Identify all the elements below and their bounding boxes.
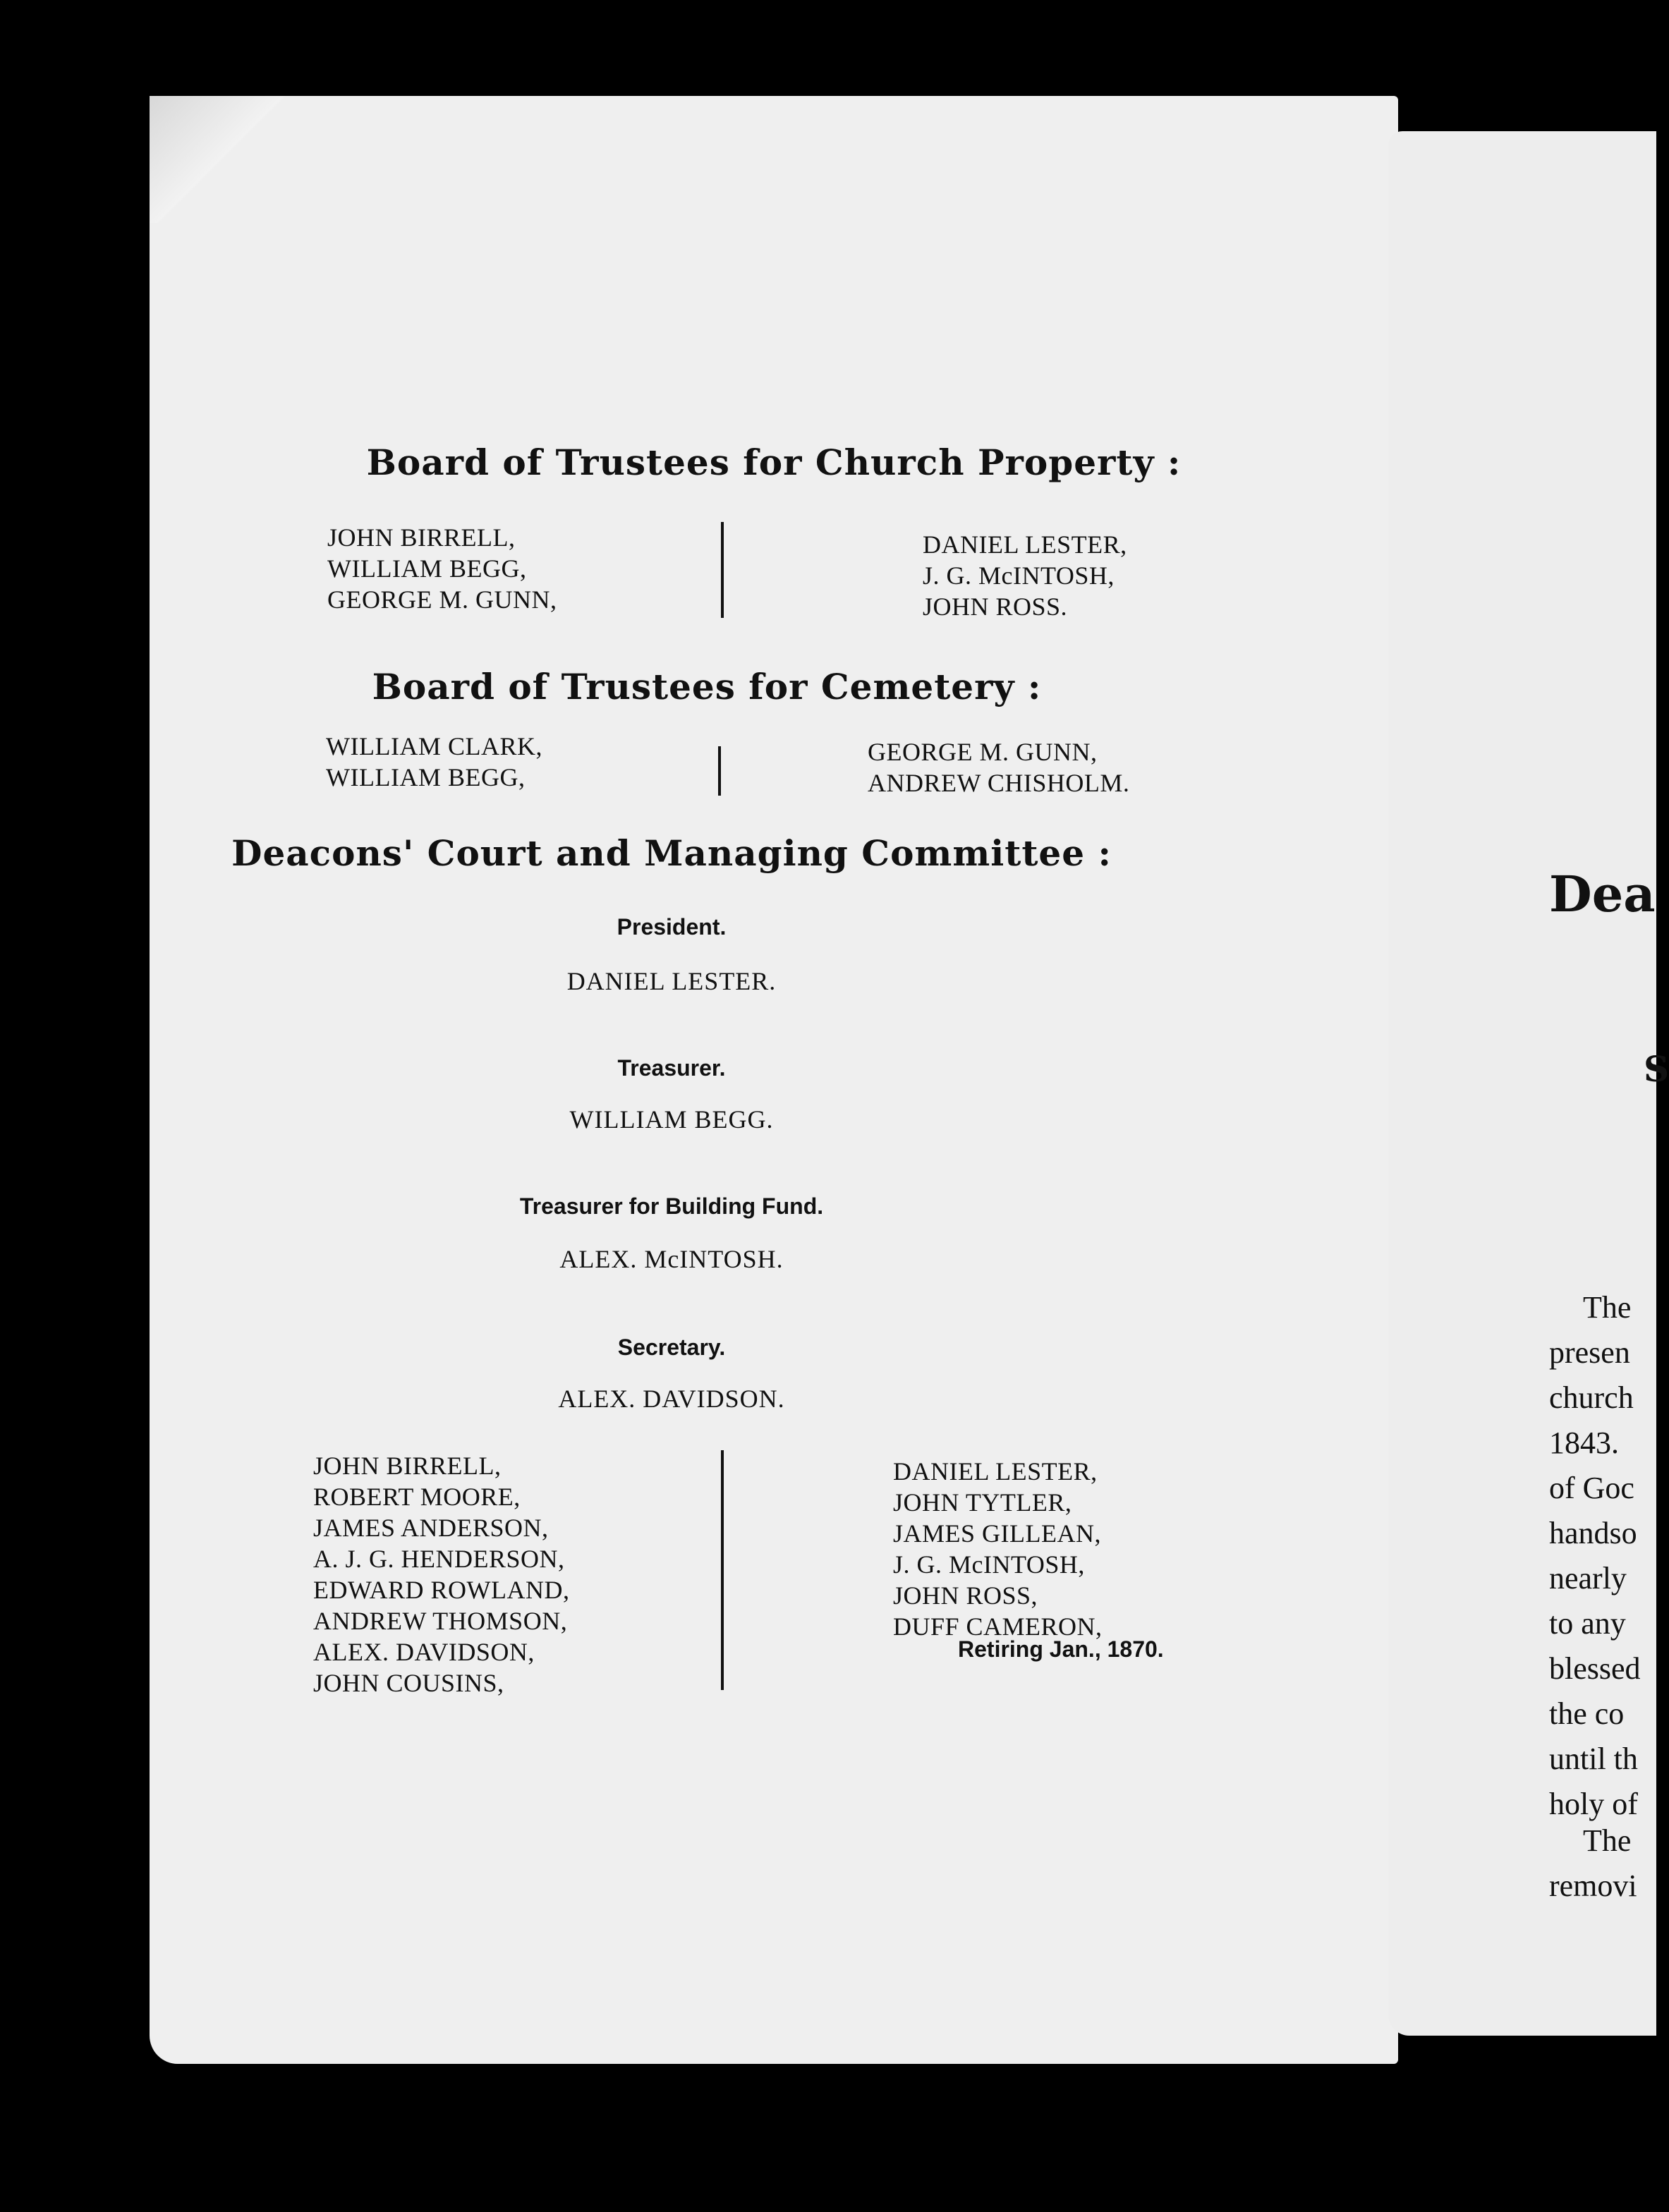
name-line: DANIEL LESTER, [893, 1457, 1098, 1485]
column-divider [718, 746, 721, 796]
text-line: 1843. [1549, 1426, 1619, 1460]
name-line: JAMES ANDERSON, [313, 1514, 549, 1542]
officer-title: Treasurer for Building Fund. [519, 1193, 824, 1219]
right-page-paragraph [1549, 1285, 1641, 1827]
right-page-heading-fragment: Dea [1549, 865, 1656, 923]
name-line: GEORGE M. GUNN, [868, 738, 1098, 766]
officer-name: ALEX. DAVIDSON. [558, 1385, 785, 1413]
church-property-heading: Board of Trustees for Church Property : [366, 442, 1182, 483]
officer-title: Treasurer. [617, 1055, 726, 1081]
cemetery-heading: Board of Trustees for Cemetery : [372, 666, 1042, 707]
name-line: JOHN ROSS. [923, 592, 1068, 621]
officer-name: ALEX. McINTOSH. [559, 1245, 784, 1273]
name-line: WILLIAM BEGG, [326, 763, 526, 791]
name-line: ROBERT MOORE, [313, 1483, 521, 1511]
right-page-letter-fragment: S [1644, 1048, 1669, 1090]
name-line: DANIEL LESTER, [923, 530, 1127, 559]
name-line: ANDREW THOMSON, [313, 1607, 568, 1635]
committee-right-names [893, 1456, 1103, 1642]
text-line: The [1583, 1823, 1632, 1858]
name-line: JOHN ROSS, [893, 1581, 1038, 1610]
cemetery-left-names [326, 731, 542, 793]
text-line: until th [1549, 1742, 1638, 1776]
officer-title: President. [617, 914, 727, 940]
name-line: WILLIAM BEGG, [327, 554, 527, 583]
text-line: blessed [1549, 1651, 1641, 1686]
church-property-left-names [327, 522, 557, 615]
name-line: J. G. McINTOSH, [923, 561, 1115, 590]
name-line: A. J. G. HENDERSON, [313, 1545, 565, 1573]
officer-name: WILLIAM BEGG. [569, 1105, 774, 1134]
right-page [1388, 131, 1669, 2036]
text-line: The [1583, 1290, 1632, 1325]
text-line: nearly [1549, 1561, 1627, 1596]
name-line: J. G. McINTOSH, [893, 1550, 1085, 1579]
name-line: JOHN BIRRELL, [313, 1452, 502, 1480]
text-line: the co [1549, 1696, 1625, 1731]
name-line: JOHN BIRRELL, [327, 523, 516, 552]
page-corner-fold [150, 96, 291, 223]
officer-title: Secretary. [617, 1335, 726, 1360]
text-line: handso [1549, 1516, 1637, 1550]
name-line: DUFF CAMERON, [893, 1612, 1103, 1641]
name-line: JOHN TYTLER, [893, 1488, 1072, 1517]
committee-left-names [313, 1450, 569, 1699]
name-line: WILLIAM CLARK, [326, 732, 542, 760]
text-line: of Goc [1549, 1471, 1634, 1505]
name-line: JAMES GILLEAN, [893, 1519, 1101, 1548]
name-line: JOHN COUSINS, [313, 1669, 504, 1697]
right-page-paragraph [1549, 1818, 1637, 1909]
text-line: church [1549, 1380, 1634, 1415]
church-property-right-names [923, 529, 1127, 622]
column-divider [721, 522, 724, 618]
name-line: GEORGE M. GUNN, [327, 585, 557, 614]
deacons-court-heading: Deacons' Court and Managing Committee : [231, 832, 1112, 874]
text-line: holy of [1549, 1787, 1638, 1821]
column-divider [721, 1450, 724, 1690]
retiring-note: Retiring Jan., 1870. [958, 1636, 1164, 1662]
left-page [150, 96, 1398, 2064]
text-line: removi [1549, 1868, 1637, 1903]
name-line: ANDREW CHISHOLM. [868, 769, 1130, 797]
text-line: to any [1549, 1606, 1626, 1641]
cemetery-right-names [868, 736, 1129, 798]
name-line: EDWARD ROWLAND, [313, 1576, 570, 1604]
officer-name: DANIEL LESTER. [566, 967, 777, 995]
text-line: presen [1549, 1335, 1630, 1370]
name-line: ALEX. DAVIDSON, [313, 1638, 535, 1666]
